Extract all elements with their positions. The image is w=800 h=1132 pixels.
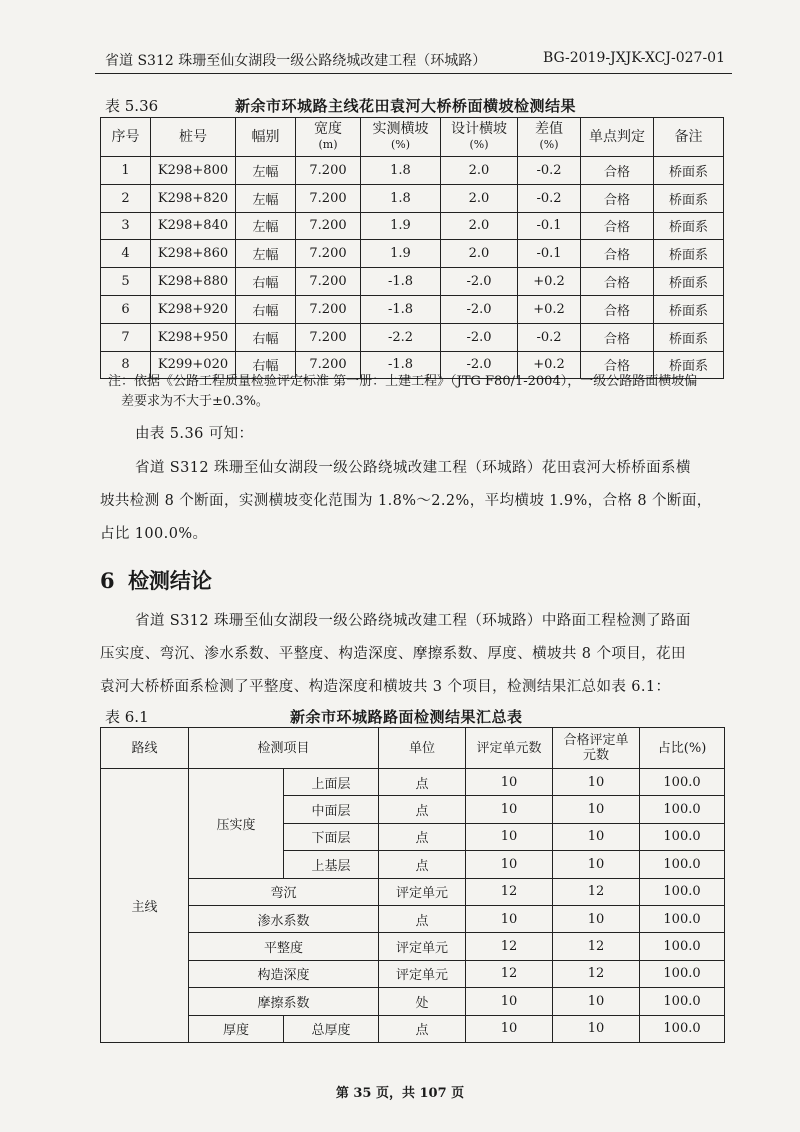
table-row: [101, 212, 724, 240]
cell-unit: 评定单元: [379, 933, 466, 960]
cell-remark: 桥面系: [654, 240, 724, 268]
cell-eval: 10: [466, 796, 553, 823]
cell-eval: 10: [466, 988, 553, 1015]
table-row: [101, 240, 724, 268]
cell-seq: 8: [101, 351, 151, 379]
cell-eval: 10: [466, 1015, 553, 1042]
cell-diff: -0.2: [518, 184, 581, 212]
col-seq: 序号: [101, 118, 151, 157]
col-diff-unit: (%): [539, 138, 559, 151]
cell-pass: 10: [553, 769, 640, 796]
col-ratio: 占比(%): [640, 728, 725, 769]
cell-width: 7.200: [296, 184, 361, 212]
cell-pile: K298+880: [151, 268, 236, 296]
paragraph-line: 压实度、弯沉、渗水系数、平整度、构造深度、摩擦系数、厚度、横坡共 8 个项目，花田: [100, 646, 686, 662]
col-pass-units-line-2: 元数: [583, 748, 610, 763]
cell-diff: -0.2: [518, 157, 581, 185]
col-diff: [518, 118, 581, 157]
table-row: [101, 960, 725, 987]
col-unit: 单位: [379, 728, 466, 769]
page-number: 第 35 页，共 107 页: [335, 1086, 465, 1101]
col-remark: 备注: [654, 118, 724, 157]
cell-diff: +0.2: [518, 268, 581, 296]
cell-remark: 桥面系: [654, 323, 724, 351]
cell-remark: 桥面系: [654, 184, 724, 212]
cell-pass: 12: [553, 960, 640, 987]
cell-thickness: 厚度: [189, 1015, 284, 1042]
col-width-unit: (m): [318, 138, 338, 151]
cell-pass: 10: [553, 905, 640, 932]
table-6-1-title: 新余市环城路路面检测结果汇总表: [290, 708, 523, 726]
cell-width: 7.200: [296, 157, 361, 185]
cell-eval: 10: [466, 851, 553, 878]
col-eval-units: 评定单元数: [466, 728, 553, 769]
col-width-label: 宽度: [314, 121, 342, 137]
cell-measured: -1.8: [361, 351, 441, 379]
cell-eval: 12: [466, 878, 553, 905]
cell-width: 7.200: [296, 212, 361, 240]
cell-seq: 6: [101, 295, 151, 323]
cell-ratio: 100.0: [640, 905, 725, 932]
cell-eval: 12: [466, 933, 553, 960]
cell-pass: 12: [553, 933, 640, 960]
cell-design: -2.0: [441, 268, 518, 296]
cell-pass: 10: [553, 851, 640, 878]
cell-side: 左幅: [236, 240, 296, 268]
table-row: [101, 933, 725, 960]
cell-item: 平整度: [189, 933, 379, 960]
cell-item: 渗水系数: [189, 905, 379, 932]
cell-diff: -0.1: [518, 212, 581, 240]
cell-design: 2.0: [441, 212, 518, 240]
cell-unit: 评定单元: [379, 960, 466, 987]
col-road: 路线: [101, 728, 189, 769]
table-row: [101, 905, 725, 932]
paragraph-line: 占比 100.0%。: [100, 526, 208, 542]
col-pass-units: [553, 728, 640, 769]
cell-pass: 10: [553, 796, 640, 823]
cell-subitem: 下面层: [284, 823, 379, 850]
table-row: [101, 157, 724, 185]
col-design: [441, 118, 518, 157]
cell-judge: 合格: [581, 157, 654, 185]
cell-ratio: 100.0: [640, 769, 725, 796]
cell-seq: 1: [101, 157, 151, 185]
cell-side: 左幅: [236, 157, 296, 185]
cell-design: -2.0: [441, 323, 518, 351]
col-design-label: 设计横坡: [451, 121, 507, 137]
table-row: [101, 268, 724, 296]
table-row: [101, 184, 724, 212]
table-header-row: [101, 118, 724, 157]
col-pass-units-line-1: 合格评定单: [563, 733, 629, 748]
table-row: [101, 769, 725, 796]
cell-diff: +0.2: [518, 295, 581, 323]
summary-table: [100, 727, 725, 1043]
cell-subitem: 上基层: [284, 851, 379, 878]
paragraph-intro: 由表 5.36 可知：: [135, 426, 254, 442]
cell-ratio: 100.0: [640, 933, 725, 960]
paragraph-line: 省道 S312 珠珊至仙女湖段一级公路绕城改建工程（环城路）花田袁河大桥桥面系横: [135, 460, 691, 476]
document-header-title: 省道 S312 珠珊至仙女湖段一级公路绕城改建工程（环城路）: [105, 53, 487, 69]
cell-measured: 1.9: [361, 240, 441, 268]
cell-pile: K299+020: [151, 351, 236, 379]
cell-eval: 12: [466, 960, 553, 987]
cell-seq: 5: [101, 268, 151, 296]
cell-pass: 10: [553, 823, 640, 850]
cell-pass: 10: [553, 1015, 640, 1042]
cell-unit: 评定单元: [379, 878, 466, 905]
cell-ratio: 100.0: [640, 851, 725, 878]
cell-width: 7.200: [296, 240, 361, 268]
cell-unit: 点: [379, 1015, 466, 1042]
paragraph-bridge-summary: [100, 452, 740, 551]
cell-unit: 点: [379, 823, 466, 850]
cell-remark: 桥面系: [654, 351, 724, 379]
cell-judge: 合格: [581, 212, 654, 240]
cell-pile: K298+820: [151, 184, 236, 212]
section-heading: [100, 565, 212, 595]
cell-design: 2.0: [441, 157, 518, 185]
cell-design: -2.0: [441, 351, 518, 379]
table-5-36-title: 新余市环城路主线花田袁河大桥桥面横坡检测结果: [235, 97, 577, 115]
cell-unit: 点: [379, 796, 466, 823]
cell-ratio: 100.0: [640, 1015, 725, 1042]
col-judge: 单点判定: [581, 118, 654, 157]
cell-pile: K298+920: [151, 295, 236, 323]
cell-subitem: 中面层: [284, 796, 379, 823]
cell-unit: 点: [379, 905, 466, 932]
col-measured: [361, 118, 441, 157]
cell-remark: 桥面系: [654, 295, 724, 323]
table-header-row: [101, 728, 725, 769]
cell-design: 2.0: [441, 184, 518, 212]
cell-ratio: 100.0: [640, 878, 725, 905]
table-note-line-2: 差要求为不大于±0.3%。: [121, 394, 269, 409]
cell-compaction: 压实度: [189, 769, 284, 879]
cell-seq: 2: [101, 184, 151, 212]
cell-side: 右幅: [236, 295, 296, 323]
cell-measured: 1.8: [361, 157, 441, 185]
col-diff-label: 差值: [535, 121, 563, 137]
cell-subitem: 总厚度: [284, 1015, 379, 1042]
cell-measured: -2.2: [361, 323, 441, 351]
section-number: 6: [100, 568, 115, 593]
col-measured-unit: (%): [390, 138, 411, 151]
cell-remark: 桥面系: [654, 268, 724, 296]
cell-judge: 合格: [581, 240, 654, 268]
cell-design: 2.0: [441, 240, 518, 268]
cell-pass: 10: [553, 988, 640, 1015]
col-measured-label: 实测横坡: [372, 121, 429, 137]
cell-side: 左幅: [236, 184, 296, 212]
paragraph-line: 袁河大桥桥面系检测了平整度、构造深度和横坡共 3 个项目，检测结果汇总如表 6.1：: [100, 679, 671, 695]
cell-judge: 合格: [581, 351, 654, 379]
paragraph-line: 坡共检测 8 个断面，实测横坡变化范围为 1.8%～2.2%，平均横坡 1.9%，合格 8 个断面，: [100, 493, 712, 509]
cell-item: 摩擦系数: [189, 988, 379, 1015]
cell-measured: -1.8: [361, 295, 441, 323]
cell-item: 弯沉: [189, 878, 379, 905]
cell-side: 左幅: [236, 212, 296, 240]
table-6-1-number: 表 6.1: [105, 708, 149, 726]
cell-judge: 合格: [581, 268, 654, 296]
cell-remark: 桥面系: [654, 212, 724, 240]
cell-item: 构造深度: [189, 960, 379, 987]
paragraph-line: 省道 S312 珠珊至仙女湖段一级公路绕城改建工程（环城路）中路面工程检测了路面: [135, 613, 691, 629]
cell-eval: 10: [466, 905, 553, 932]
cell-width: 7.200: [296, 351, 361, 379]
cell-pile: K298+800: [151, 157, 236, 185]
cell-ratio: 100.0: [640, 823, 725, 850]
cell-pile: K298+950: [151, 323, 236, 351]
table-row: [101, 323, 724, 351]
header-divider: [95, 73, 732, 74]
cell-width: 7.200: [296, 268, 361, 296]
col-side: 幅别: [236, 118, 296, 157]
cell-unit: 处: [379, 988, 466, 1015]
cell-seq: 4: [101, 240, 151, 268]
table-note-line-1: 注：依据《公路工程质量检验评定标准 第一册：土建工程》（JTG F80/1-2004），一级公路路面横坡偏: [108, 374, 698, 389]
col-width: [296, 118, 361, 157]
table-row: [101, 878, 725, 905]
table-row: [101, 295, 724, 323]
cell-judge: 合格: [581, 323, 654, 351]
cross-slope-table: [100, 117, 724, 379]
cell-ratio: 100.0: [640, 960, 725, 987]
paragraph-conclusion: [100, 605, 740, 704]
cell-road: 主线: [101, 769, 189, 1043]
cell-ratio: 100.0: [640, 796, 725, 823]
cell-seq: 7: [101, 323, 151, 351]
cell-diff: +0.2: [518, 351, 581, 379]
cell-pass: 12: [553, 878, 640, 905]
cell-side: 右幅: [236, 323, 296, 351]
section-title: 检测结论: [127, 568, 212, 593]
cell-width: 7.200: [296, 323, 361, 351]
cell-unit: 点: [379, 769, 466, 796]
table-5-36-number: 表 5.36: [105, 97, 159, 115]
cell-eval: 10: [466, 769, 553, 796]
cell-design: -2.0: [441, 295, 518, 323]
table-note: [108, 372, 728, 412]
cell-measured: -1.8: [361, 268, 441, 296]
col-item: 检测项目: [189, 728, 379, 769]
cell-remark: 桥面系: [654, 157, 724, 185]
cell-diff: -0.2: [518, 323, 581, 351]
cell-diff: -0.1: [518, 240, 581, 268]
table-row: [101, 988, 725, 1015]
cell-eval: 10: [466, 823, 553, 850]
cell-side: 右幅: [236, 268, 296, 296]
document-code: BG-2019-JXJK-XCJ-027-01: [543, 50, 725, 66]
col-pile: 桩号: [151, 118, 236, 157]
cell-judge: 合格: [581, 295, 654, 323]
cell-seq: 3: [101, 212, 151, 240]
cell-unit: 点: [379, 851, 466, 878]
cell-pile: K298+840: [151, 212, 236, 240]
cell-pile: K298+860: [151, 240, 236, 268]
cell-judge: 合格: [581, 184, 654, 212]
table-row: [101, 1015, 725, 1042]
cell-ratio: 100.0: [640, 988, 725, 1015]
cell-side: 右幅: [236, 351, 296, 379]
cell-measured: 1.9: [361, 212, 441, 240]
cell-measured: 1.8: [361, 184, 441, 212]
col-design-unit: (%): [469, 138, 489, 151]
cell-width: 7.200: [296, 295, 361, 323]
cell-subitem: 上面层: [284, 769, 379, 796]
